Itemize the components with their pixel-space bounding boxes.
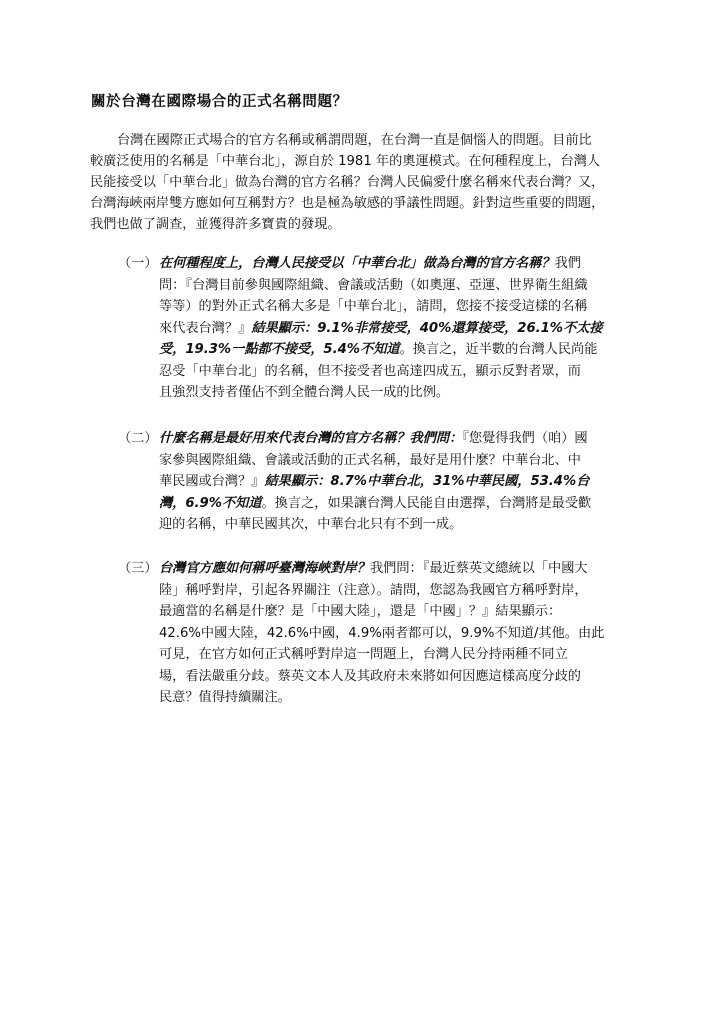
section-line <box>159 471 659 493</box>
emphasized-text: 在何種程度上，台灣人民接受以「中華台北」做為台灣的官方名稱？ <box>159 256 555 271</box>
section-line <box>159 601 659 623</box>
section-line <box>159 666 659 688</box>
section-line <box>159 253 659 275</box>
emphasized-text: 灣，6.9%不知道 <box>159 495 262 511</box>
section-line <box>159 275 659 297</box>
body-text: 民意？值得持續關注。 <box>159 690 291 705</box>
emphasized-text: 結果顯示：9.1%非常接受，40%還算接受，26.1%不太接 <box>251 320 603 336</box>
body-text: 華民國或台灣？』 <box>159 474 265 489</box>
body-text: 我們 <box>554 256 581 271</box>
emphasized-text: 結果顯示：8.7%中華台北，31%中華民國，53.4%台 <box>264 474 590 489</box>
section-body <box>159 253 659 404</box>
body-text: 場，看法嚴重分歧。蔡英文本人及其政府未來將如何因應這樣高度分歧的 <box>159 668 581 684</box>
emphasized-text: 什麼名稱是最好用來代表台灣的官方名稱？我們問： <box>159 431 463 446</box>
section-line <box>159 318 659 340</box>
intro-line: 民能接受以「中華台北」做為台灣的官方名稱？台灣人民偏愛什麼名稱來代表台灣？又， <box>90 175 605 190</box>
intro-line: 台灣海峽兩岸雙方應如何互稱對方？也是極為敏感的爭議性問題。針對這些重要的問題， <box>90 196 605 211</box>
section-line <box>159 339 659 361</box>
body-text: 等等）的對外正式名稱大多是「中華台北」，請問，您接不接受這樣的名稱 <box>159 299 588 314</box>
body-text: 。換言之，近半數的台灣人民尚能 <box>399 342 598 357</box>
emphasized-text: 受，19.3%一點都不接受，5.4%不知道 <box>159 342 400 357</box>
body-text: 問：『台灣目前參與國際組織、會議或活動（如奧運、亞運、世界衛生組織 <box>159 277 588 293</box>
body-text: 最適當的名稱是什麼？是「中國大陸」，還是「中國」？』結果顯示： <box>159 604 562 619</box>
section-number: （三） <box>118 561 158 576</box>
section-number: （二） <box>118 431 158 446</box>
section-body <box>159 428 659 536</box>
body-text: 。換言之，如果讓台灣人民能自由選擇，台灣將是最受歡 <box>261 495 592 511</box>
section-body <box>159 558 659 709</box>
section-line <box>159 296 659 318</box>
document-title: 關於台灣在國際場合的正式名稱問題？ <box>91 94 348 110</box>
section-line <box>159 514 659 536</box>
body-text: 42.6%中國大陸，42.6%中國，4.9%兩者都可以，9.9%不知道/其他。由此 <box>159 625 605 641</box>
section-line <box>159 382 659 404</box>
section-line <box>159 361 659 383</box>
body-text: 忍受「中華台北」的名稱，但不接受者也高達四成五，顯示反對者眾，而 <box>159 363 581 379</box>
section-line <box>159 687 659 709</box>
intro-paragraph <box>90 130 650 235</box>
body-text: 家參與國際組織、會議或活動的正式名稱，最好是用什麼？中華台北、中 <box>159 452 581 468</box>
body-text: 陸」稱呼對岸，引起各界關注（注意）。請問，您認為我國官方稱呼對岸， <box>159 582 588 598</box>
body-text: 我們問：『最近蔡英文總統以「中國大 <box>370 561 588 576</box>
intro-line: 我們也做了調查，並獲得許多寶貴的發現。 <box>90 217 341 232</box>
body-text: 『您覺得我們（咱）國 <box>462 431 588 446</box>
section-line <box>159 580 659 602</box>
intro-line: 台灣在國際正式場合的官方名稱或稱謂問題，在台灣一直是個惱人的問題。目前比 <box>117 133 592 148</box>
section-line <box>159 644 659 666</box>
body-text: 可見，在官方如何正式稱呼對岸這一問題上，台灣人民分持兩種不同立 <box>159 647 568 662</box>
section-line <box>159 558 659 580</box>
section-line <box>159 623 659 645</box>
body-text: 迎的名稱，中華民國其次，中華台北只有不到一成。 <box>159 517 463 532</box>
section-line <box>159 450 659 472</box>
intro-line: 較廣泛使用的名稱是「中華台北」，源自於 1981 年的奧運模式。在何種程度上，台灣人 <box>90 154 601 169</box>
emphasized-text: 台灣官方應如何稱呼臺灣海峽對岸？ <box>159 561 370 576</box>
section-line <box>159 428 659 450</box>
body-text: 且強烈支持者僅佔不到全體台灣人民一成的比例。 <box>159 385 450 400</box>
section-number: （一） <box>118 256 158 271</box>
section-line <box>159 493 659 515</box>
body-text: 來代表台灣？』 <box>159 320 252 336</box>
